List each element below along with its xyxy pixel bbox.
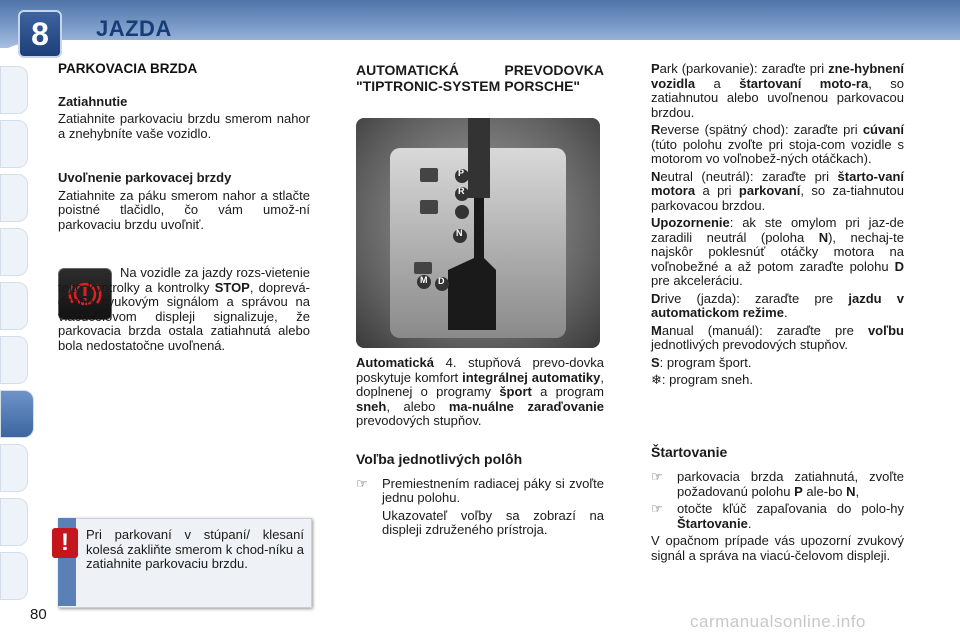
hand-pointer-icon: ☞ xyxy=(651,469,663,484)
text-run: P xyxy=(794,483,803,499)
page-number: 80 xyxy=(30,606,47,623)
text-run: ma-nuálne zaraďovanie xyxy=(448,398,604,414)
text-run: cúvaní xyxy=(862,122,904,137)
chapter-tab[interactable] xyxy=(0,228,28,276)
chapter-tab[interactable] xyxy=(0,552,28,600)
text-run: ark (parkovanie): zaraďte pri xyxy=(659,61,829,76)
gear-label-n: N xyxy=(456,228,463,238)
text-run: zne-hybnení vozidla xyxy=(651,61,904,91)
text-run: M xyxy=(651,322,662,338)
text-run: S xyxy=(651,354,660,370)
text-run: parkovacia brzda zatiahnutá, zvoľte požadovanú polohu xyxy=(677,469,904,499)
gear-label-p: P xyxy=(458,168,465,178)
paragraph-warning xyxy=(651,216,904,289)
left-column xyxy=(58,62,310,235)
chapter-tab-active[interactable] xyxy=(0,390,34,438)
chapter-tab[interactable] xyxy=(0,120,28,168)
subheading: Štartovanie xyxy=(651,444,728,460)
text-run: Štartovanie xyxy=(677,515,748,531)
text-run: : program šport. xyxy=(659,354,752,370)
text-run: D xyxy=(894,258,904,274)
paragraph-reverse xyxy=(651,123,904,167)
gear-selector-photo xyxy=(356,118,600,348)
text-run: prevodových stupňov. xyxy=(356,413,482,428)
text-run: Automatická xyxy=(356,355,435,370)
text-run: šport xyxy=(499,384,532,399)
exclamation-icon: ! xyxy=(52,528,78,558)
hand-pointer-icon: ☞ xyxy=(356,475,368,491)
text-run: anual (manuál): zaraďte pre xyxy=(661,322,868,338)
text-run: sneh xyxy=(356,398,387,414)
text-run: , so za-tiahnutou parkovacou brzdou. xyxy=(651,183,904,213)
bullet-item xyxy=(651,470,904,499)
gear-label-m: M xyxy=(420,275,428,285)
paragraph-snow: ❄: program sneh. xyxy=(651,372,753,387)
text-run: jazdu v automatickom režime xyxy=(651,290,904,320)
text-run: a program xyxy=(531,384,604,399)
text-run: 4. stupňová prevo-dovka poskytuje komfort xyxy=(356,355,604,385)
bullet-item xyxy=(651,502,904,531)
chapter-tab[interactable] xyxy=(0,174,28,222)
text-run: N xyxy=(846,483,856,499)
text-run: : ak ste omylom pri jaz-de zaradili neutrál (poloha xyxy=(651,215,904,245)
bullet-item xyxy=(356,477,604,506)
paragraph: Zatiahnite za páku smerom nahor a stlačte poistné tlačidlo, čo vám umož-ní parkovaciu brzdu uvoľniť. xyxy=(58,187,310,232)
chapter-tabs xyxy=(0,60,30,620)
text-run: N xyxy=(818,229,829,245)
text-run: Premiestnením radiacej páky si zvoľte jednu polohu. xyxy=(382,475,604,505)
text-run: R xyxy=(651,122,661,137)
paragraph: Ukazovateľ voľby sa zobrazí na displeji združeného prístroja. xyxy=(382,507,604,537)
text-run: štarto-vaní motora xyxy=(651,168,904,198)
chapter-badge: 8 xyxy=(18,10,62,58)
text-run: Upozornenie xyxy=(651,215,730,230)
paragraph-drive xyxy=(651,292,904,321)
chapter-tab[interactable] xyxy=(0,282,28,330)
gear-label-r: R xyxy=(458,186,465,196)
subheading: Voľba jednotlivých polôh xyxy=(356,450,523,467)
header-curve xyxy=(0,40,960,56)
section-heading: AUTOMATICKÁ PREVODOVKA "TIPTRONIC-SYSTEM PORSCHE" xyxy=(356,62,604,94)
text-run: pre akceleráciu. xyxy=(651,273,743,288)
paragraph-manual xyxy=(651,324,904,353)
chapter-tab[interactable] xyxy=(0,444,28,492)
chapter-tab[interactable] xyxy=(0,66,28,114)
paragraph-neutral xyxy=(651,170,904,214)
paragraph xyxy=(356,356,604,429)
text-run: otočte kľúč zapaľovania do polo-hy xyxy=(677,501,904,516)
text-run: (túto polohu zvoľte pri stoja-com vozidle s motorom vo voľnobež-ných otáčkach). xyxy=(651,136,904,166)
text-run: eutral (neutrál): zaraďte pri xyxy=(660,168,838,184)
chapter-tab[interactable] xyxy=(0,336,28,384)
subheading: Zatiahnutie xyxy=(58,93,128,109)
middle-text xyxy=(356,356,604,541)
text-run: a xyxy=(695,75,740,91)
text-run: N xyxy=(651,168,661,184)
text-run: ale-bo xyxy=(802,483,847,499)
text-run: P xyxy=(651,61,660,76)
text-run: a pri xyxy=(695,183,739,198)
paragraph: Zatiahnite parkovaciu brzdu smerom nahor a znehybníte vaše vozidlo. xyxy=(58,111,310,141)
paragraph-sport xyxy=(651,356,904,371)
watermark: carmanualsonline.info xyxy=(690,612,866,631)
text-run: . xyxy=(747,515,752,531)
text-run: jednotlivých prevodových stupňov. xyxy=(651,337,849,352)
paragraph: V opačnom prípade vás upozorní zvukový signál a správa na viacú-čelovom displeji. xyxy=(651,533,904,563)
text-run: , so zatiahnutou alebo uvoľnenou parkovacou brzdou. xyxy=(651,75,904,120)
text-run: Na vozidle za jazdy rozs-vietenie tejto kontrolky a kontrolky xyxy=(58,265,310,295)
text-run: D xyxy=(651,290,661,306)
middle-column xyxy=(356,62,604,97)
starting-section xyxy=(651,444,904,566)
hand-pointer-icon: ☞ xyxy=(651,501,663,516)
text-run: , doprevá-dzané zvukovým signálom a správou na viacúčelovom displeji signalizuje, že parkovacia brzda ostala zatiahnutá alebo bola nedostatočne uvoľnená. xyxy=(58,279,310,353)
subheading: Uvoľnenie parkovacej brzdy xyxy=(58,170,232,185)
warning-text: Pri parkovaní v stúpaní/ klesaní kolesá zakliňte smerom k chod-níku a zatiahnite parkovaciu brzdu. xyxy=(86,527,304,571)
brake-warning-text xyxy=(58,266,310,356)
text-run: , alebo xyxy=(386,398,449,414)
text-run: STOP xyxy=(214,279,250,295)
paragraph xyxy=(58,266,310,353)
text-run: integrálnej automatiky xyxy=(462,369,601,385)
text-run: , doplnenej o programy xyxy=(356,369,604,399)
text-run: , xyxy=(855,483,860,499)
chapter-tab[interactable] xyxy=(0,498,28,546)
text-run: everse (spätný chod): zaraďte pri xyxy=(660,122,863,137)
text-run: voľbu xyxy=(867,322,904,338)
text-run: ), nechaj-te najskôr poklesnúť otáčky motora na voľnobežné a až potom zaraďte polohu xyxy=(651,229,904,274)
right-column xyxy=(651,62,904,391)
paragraph-park xyxy=(651,62,904,120)
text-run: štartovaní moto-ra xyxy=(739,75,869,91)
text-run: parkovaní xyxy=(738,183,801,198)
section-heading: PARKOVACIA BRZDA xyxy=(58,61,198,76)
page-title: JAZDA xyxy=(96,16,172,41)
text-run: rive (jazda): zaraďte pre xyxy=(660,290,849,306)
gear-label-d: D xyxy=(438,276,445,286)
text-run: . xyxy=(783,305,788,320)
